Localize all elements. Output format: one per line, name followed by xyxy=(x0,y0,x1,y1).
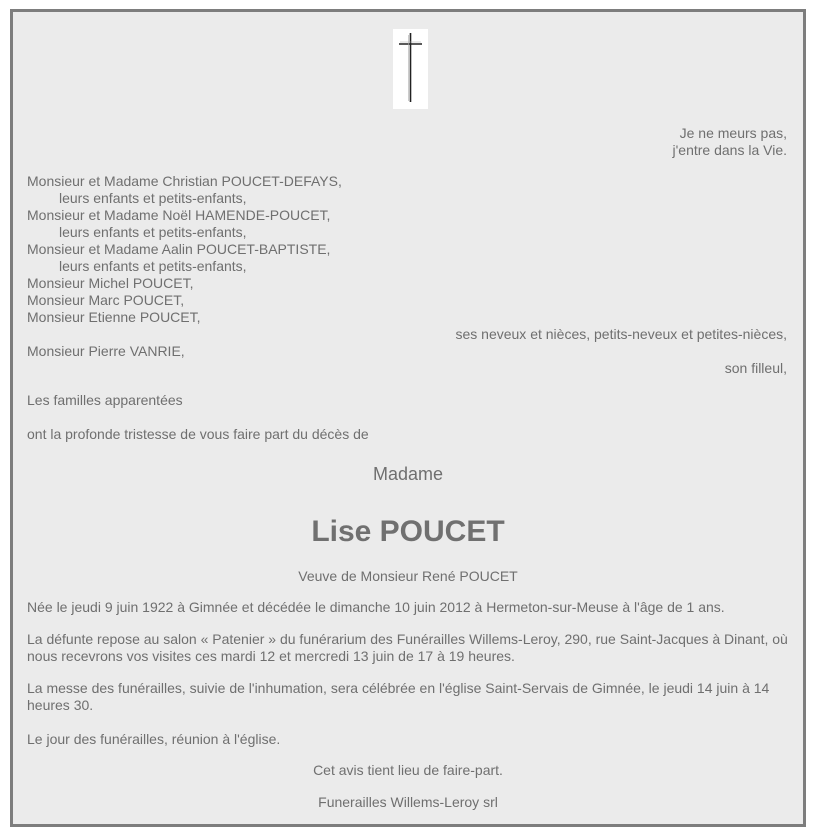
obituary-card xyxy=(10,9,806,827)
family-line: Monsieur Etienne POUCET, xyxy=(27,309,201,325)
birth-death-paragraph: Née le jeudi 9 juin 1922 à Gimnée et décédée le dimanche 10 juin 2012 à Hermeton-sur-Meuse à l'âge de 1 ans. xyxy=(27,599,725,615)
family-line: Monsieur Pierre VANRIE, xyxy=(27,343,185,359)
family-line: leurs enfants et petits-enfants, xyxy=(59,258,247,274)
family-line: ses neveux et nièces, petits-neveux et petites-nièces, xyxy=(455,326,787,342)
family-line: Monsieur et Madame Aalin POUCET-BAPTISTE, xyxy=(27,241,331,257)
family-line: Monsieur Michel POUCET, xyxy=(27,275,194,291)
mass-paragraph: La messe des funérailles, suivie de l'inhumation, sera célébrée en l'église Saint-Servais de Gimnée, le jeudi 14 juin à 14 heures 30. xyxy=(27,680,770,713)
quote-line-1: Je ne meurs pas, xyxy=(679,125,787,141)
family-line: son filleul, xyxy=(724,360,787,376)
rest-paragraph: La défunte repose au salon « Patenier » du funérarium des Funérailles Willems-Leroy, 290, rue Saint-Jacques à Dinant, où nous recevrons vos visites ces mardi 12 et mercredi 13 juin de 17 à 19 heures. xyxy=(27,631,788,664)
notice-line: Cet avis tient lieu de faire-part. xyxy=(313,762,503,778)
deceased-title: Madame xyxy=(372,464,444,484)
family-line: Monsieur et Madame Christian POUCET-DEFAYS, xyxy=(27,173,342,189)
family-line: Monsieur Marc POUCET, xyxy=(27,292,185,308)
cross-icon xyxy=(393,29,428,109)
family-line: leurs enfants et petits-enfants, xyxy=(59,224,247,240)
deceased-name: Lise POUCET xyxy=(311,515,505,548)
meeting-paragraph: Le jour des funérailles, réunion à l'église. xyxy=(27,731,281,747)
widow-of: Veuve de Monsieur René POUCET xyxy=(298,568,518,584)
announcement: ont la profonde tristesse de vous faire part du décès de xyxy=(27,426,369,442)
related-families: Les familles apparentées xyxy=(27,392,183,408)
family-line: Monsieur et Madame Noël HAMENDE-POUCET, xyxy=(27,207,331,223)
company-line: Funerailles Willems-Leroy srl xyxy=(318,794,498,810)
quote-line-2: j'entre dans la Vie. xyxy=(672,142,787,158)
family-line: leurs enfants et petits-enfants, xyxy=(59,190,247,206)
